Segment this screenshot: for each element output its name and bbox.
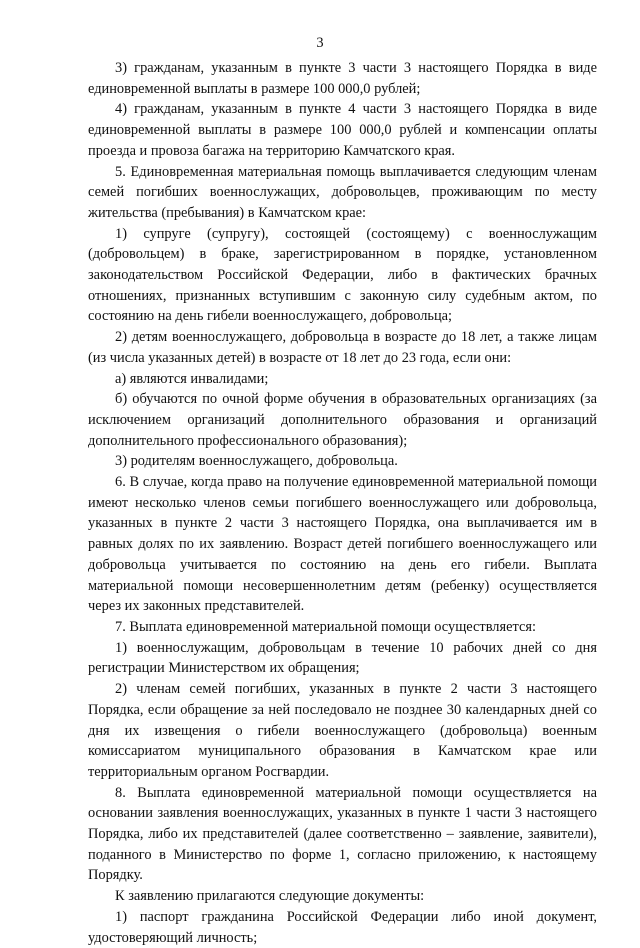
paragraph: 7. Выплата единовременной материальной помощи осуществляется: [115,618,536,635]
paragraph: 6. В случае, когда право на получение единовременной материальной помощи имеют несколько членов семьи погибшего военнослужащего или добровольца, указанных в пункте 2 части 3 настоящего Порядка, она выплачивается им в равных долях по их заявлению. Возраст детей погибшего военнослужащего или добровольца учитывается по состоянию на день его гибели. Выплата материальной помощи несовершеннолетним детям (ребенку) осуществляется через их законных представителей. [88,474,597,615]
paragraph: 2) детям военнослужащего, добровольца в возрасте до 18 лет, а также лицам (из числа указанных детей) в возрасте от 18 лет до 23 года, если они: [88,329,597,366]
paragraph: 5. Единовременная материальная помощь выплачивается следующим членам семей погибших военнослужащих, добровольцев, проживающим по месту жительства (пребывания) в Камчатском крае: [88,163,597,221]
paragraph: 3) родителям военнослужащего, добровольца. [115,453,398,470]
paragraph: 1) паспорт гражданина Российской Федерации либо иной документ, удостоверяющий личность; [88,908,597,946]
paragraph: б) обучаются по очной форме обучения в образовательных организациях (за исключением организаций дополнительного образования и организаций дополнительного профессионального образования); [88,391,597,449]
paragraph: 4) гражданам, указанным в пункте 4 части 3 настоящего Порядка в виде единовременной выплаты в размере 100 000,0 рублей и компенсации оплаты проезда и провоза багажа на территорию Камчатского края. [88,101,597,159]
paragraph: К заявлению прилагаются следующие документы: [115,888,425,905]
paragraph: 2) членам семей погибших, указанных в пункте 2 части 3 настоящего Порядка, если обращение за ней последовало не позднее 30 календарных дней со дня их извещения о гибели военнослужащего (добровольца) военным комиссариатом муниципального образования в Камчатском крае или территориальным органом Росгвардии. [88,681,597,780]
paragraph: 3) гражданам, указанным в пункте 3 части 3 настоящего Порядка в виде единовременной выплаты в размере 100 000,0 рублей; [88,60,597,97]
paragraph: 8. Выплата единовременной материальной помощи осуществляется на основании заявления военнослужащих, указанных в пункте 1 части 3 настоящего Порядка, либо их представителей (далее соответственно – заявление, заявители), поданного в Министерство по форме 1, согласно приложению, к настоящему Порядку. [88,784,597,884]
paragraph: 1) супруге (супругу), состоящей (состоящему) с военнослужащим (добровольцем) в браке, зарегистрированном в порядке, установленном законодательством Российской Федерации, либо в фактических брачных отношениях, признанных вступившим с законную силу судебным актом, по состоянию на день гибели военнослужащего, добровольца; [88,225,597,325]
paragraph: 1) военнослужащим, добровольцам в течение 10 рабочих дней со дня регистрации Министерством их обращения; [88,639,597,677]
page-number: 3 [316,35,324,51]
paragraph: а) являются инвалидами; [115,370,269,387]
document-body [88,58,597,948]
